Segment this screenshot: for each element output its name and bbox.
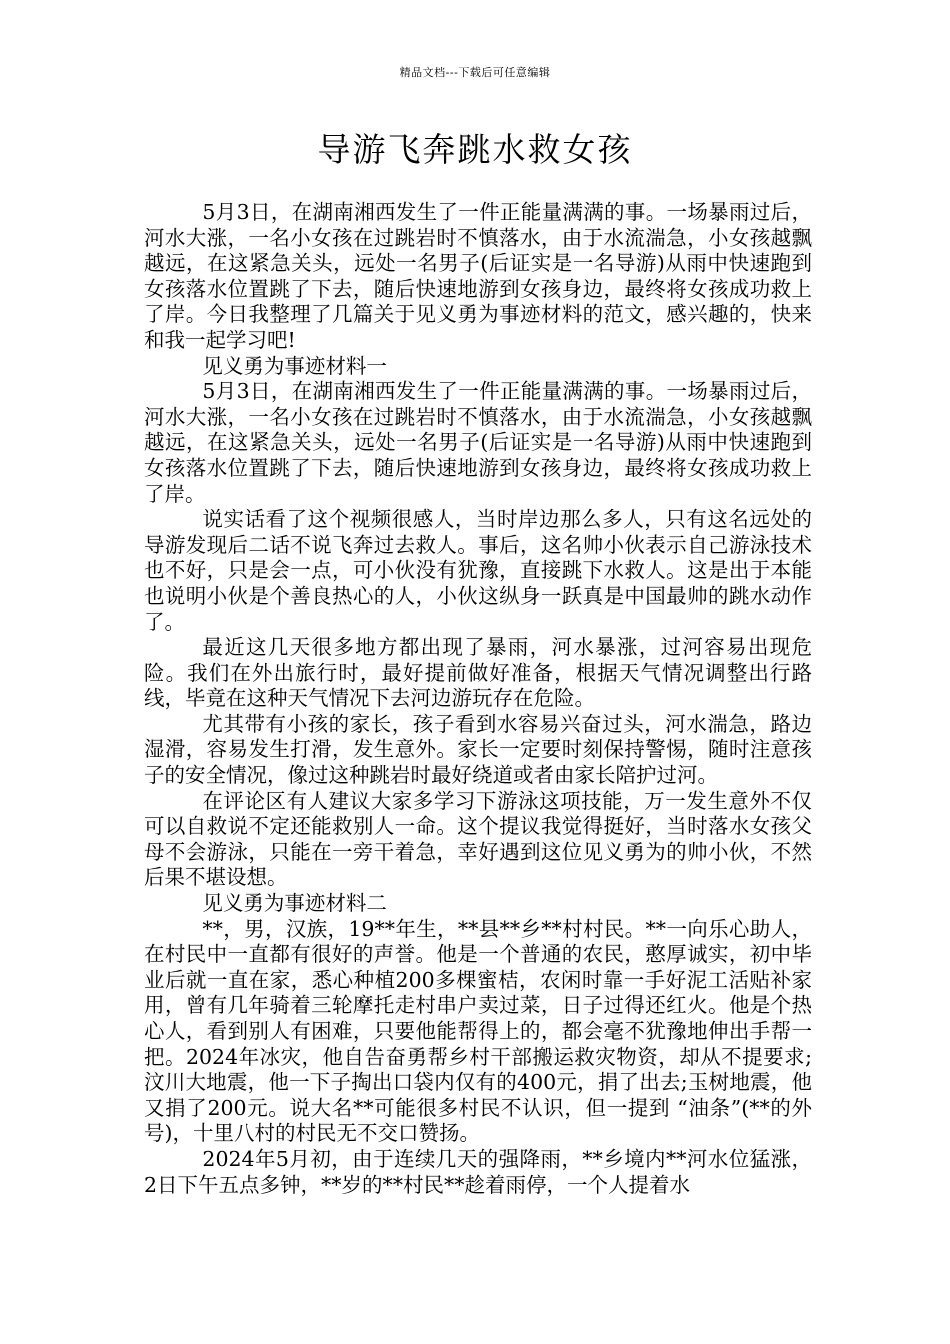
body-paragraph: 5月3日，在湖南湘西发生了一件正能量满满的事。一场暴雨过后，河水大涨，一名小女孩在过跳岩时不慎落水，由于水流湍急，小女孩越飘越远，在这紧急关头，远处一名男子(后证实是一名导游)从雨中快速跑到女孩落水位置跳了下去，随后快速地游到女孩身边，最终将女孩成功救上了岸。 <box>144 379 812 506</box>
body-paragraph: 2024年5月初，由于连续几天的强降雨，**乡境内**河水位猛涨，2日下午五点多钟，**岁的**村民**趁着雨停，一个人提着水 <box>144 1146 812 1197</box>
body-paragraph: 尤其带有小孩的家长，孩子看到水容易兴奋过头，河水湍急，路边湿滑，容易发生打滑，发生意外。家长一定要时刻保持警惕，随时注意孩子的安全情况，像过这种跳岩时最好绕道或者由家长陪护过河。 <box>144 711 812 788</box>
section-heading-two: 见义勇为事迹材料二 <box>202 891 387 916</box>
document-title: 导游飞奔跳水救女孩 <box>317 130 633 169</box>
intro-paragraph: 5月3日，在湖南湘西发生了一件正能量满满的事。一场暴雨过后，河水大涨，一名小女孩在过跳岩时不慎落水，由于水流湍急，小女孩越飘越远，在这紧急关头，远处一名男子(后证实是一名导游)从雨中快速跑到女孩落水位置跳了下去，随后快速地游到女孩身边，最终将女孩成功救上了岸。今日我整理了几篇关于见义勇为事迹材料的范文，感兴趣的，快来和我一起学习吧! <box>144 200 812 352</box>
section-heading-one: 见义勇为事迹材料一 <box>202 353 387 378</box>
body-paragraph: **，男，汉族，19**年生，**县**乡**村村民。**一向乐心助人，在村民中一直都有很好的声誉。他是一个普通的农民，憨厚诚实，初中毕业后就一直在家，悉心种植200多棵蜜桔，农闲时靠一手好泥工活贴补家用，曾有几年骑着三轮摩托走村串户卖过菜，日子过得还红火。他是个热心人，看到别人有困难，只要他能帮得上的，都会毫不犹豫地伸出手帮一把。2024年冰灾，他自告奋勇帮乡村干部搬运救灾物资，却从不提要求;汶川大地震，他一下子掏出口袋内仅有的400元，捐了出去;玉树地震，他又捐了200元。说大名**可能很多村民不认识，但一提到 “油条”(**的外号)，十里八村的村民无不交口赞扬。 <box>144 916 812 1146</box>
body-paragraph: 最近这几天很多地方都出现了暴雨，河水暴涨，过河容易出现危险。我们在外出旅行时，最好提前做好准备，根据天气情况调整出行路线，毕竟在这种天气情况下去河边游玩存在危险。 <box>144 635 812 711</box>
body-paragraph: 在评论区有人建议大家多学习下游泳这项技能，万一发生意外不仅可以自救说不定还能救别人一命。这个提议我觉得挺好，当时落水女孩父母不会游泳，只能在一旁干着急，幸好遇到这位见义勇为的帅小伙，不然后果不堪设想。 <box>144 788 812 890</box>
header-note: 精品文档---下载后可任意编辑 <box>399 66 551 79</box>
document-body <box>144 200 812 1198</box>
body-paragraph: 说实话看了这个视频很感人，当时岸边那么多人，只有这名远处的导游发现后二话不说飞奔过去救人。事后，这名帅小伙表示自己游泳技术也不好，只是会一点，可小伙没有犹豫，直接跳下水救人。这是出于本能也说明小伙是个善良热心的人，小伙这纵身一跃真是中国最帅的跳水动作了。 <box>144 507 812 634</box>
